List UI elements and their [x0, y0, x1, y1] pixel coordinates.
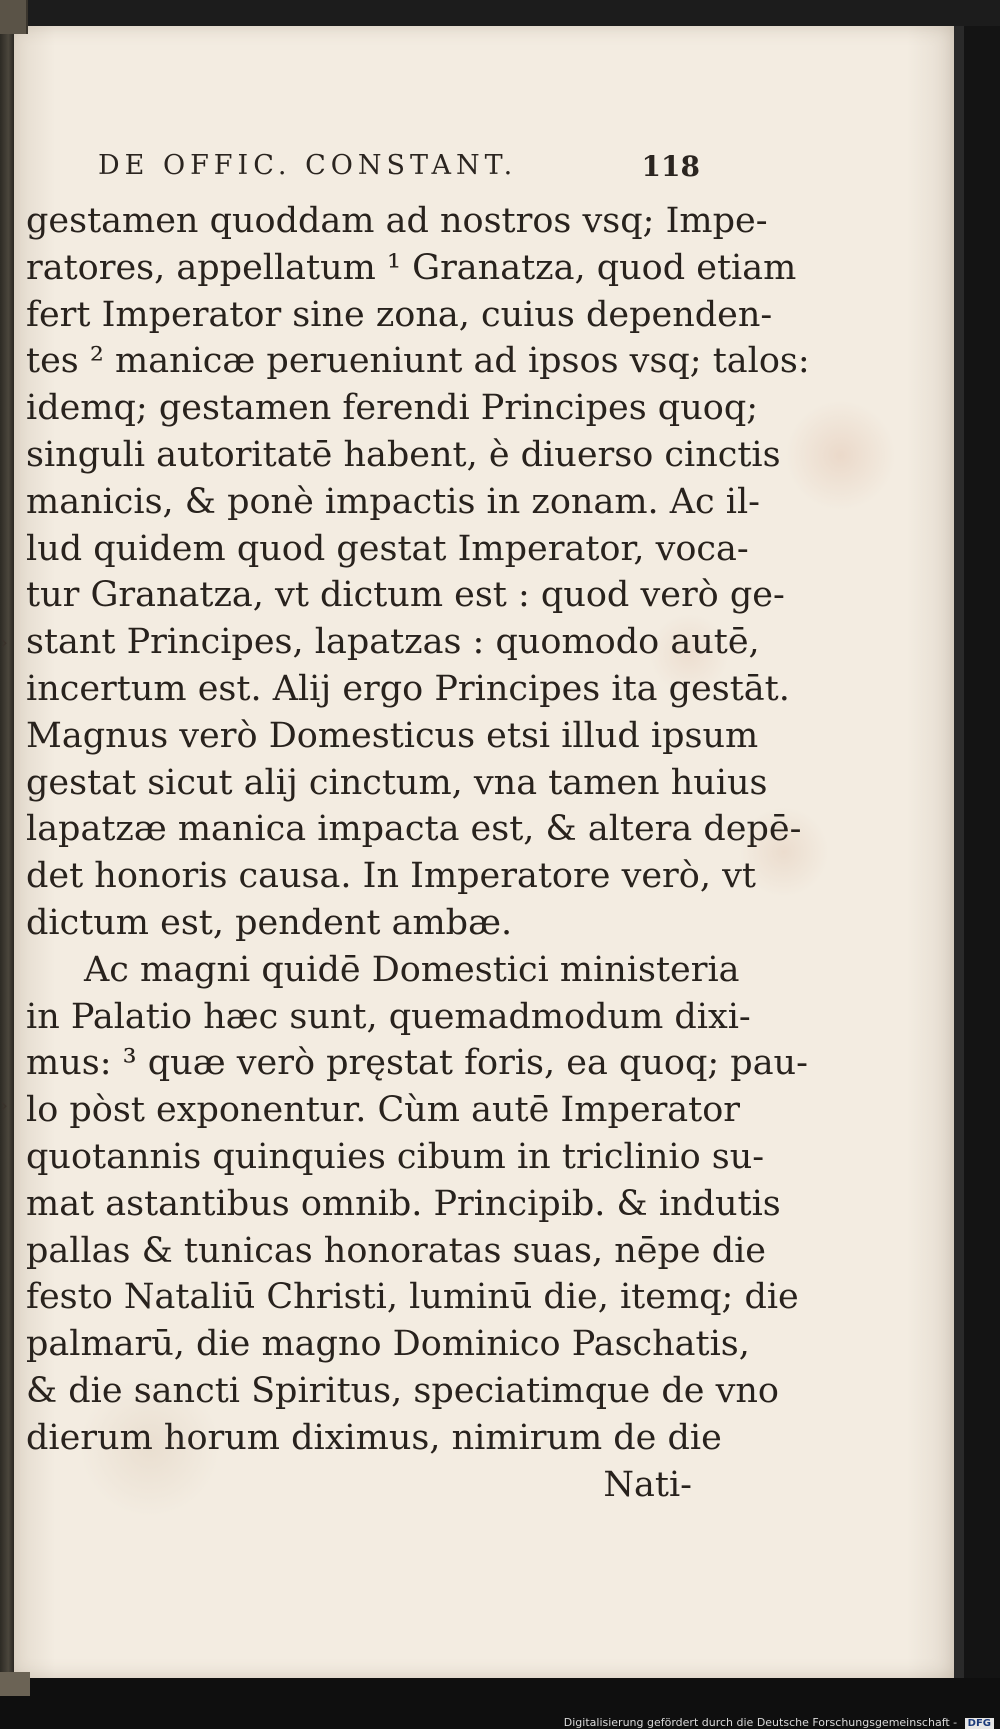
text-line: palmarū, die magno Dominico Paschatis,	[26, 1324, 750, 1365]
text-line: dierum horum diximus, nimirum de die	[26, 1417, 722, 1458]
margin-mark: ›	[0, 1093, 8, 1117]
text-line: pallas & tunicas honoratas suas, nēpe die	[26, 1230, 767, 1271]
text-line: mus: ³ quæ verò pręstat foris, ea quoq; pau-	[26, 1043, 808, 1084]
text-line: mat astantibus omnib. Principib. & indutis	[26, 1183, 781, 1224]
text-line: tes ² manicæ perueniunt ad ipsos vsq; talos:	[26, 341, 810, 382]
text-line: stant Principes, lapatzas : quomodo autē,	[26, 622, 760, 663]
text-line: det honoris causa. In Imperatore verò, vt	[26, 856, 756, 897]
text-line: manicis, & ponè impactis in zonam. Ac il-	[26, 481, 760, 522]
text-line: Ac magni quidē Domestici ministeria	[84, 949, 740, 990]
text-line: in Palatio hæc sunt, quemadmodum dixi-	[26, 996, 751, 1037]
text-line: tur Granatza, vt dictum est : quod verò ge-	[26, 575, 785, 616]
text-line: lapatzæ manica impacta est, & altera depē-	[26, 809, 802, 850]
text-line: festo Nataliū Christi, luminū die, itemq; die	[26, 1277, 799, 1318]
dfg-logo: DFG	[965, 1718, 994, 1729]
page-edge	[954, 26, 964, 1678]
running-head: DE OFFIC. CONSTANT.	[98, 150, 518, 181]
text-line: gestamen quoddam ad nostros vsq; Impe-	[26, 201, 768, 241]
text-line: ratores, appellatum ¹ Granatza, quod etiam	[26, 247, 797, 288]
text-line: Magnus verò Domesticus etsi illud ipsum	[26, 715, 759, 756]
text-line: lud quidem quod gestat Imperator, voca-	[26, 528, 749, 569]
catchword: Nati-	[603, 1464, 692, 1505]
text-line: gestat sicut alij cinctum, vna tamen huius	[26, 762, 768, 803]
margin-mark: ›	[0, 630, 8, 654]
text-line: dictum est, pendent ambæ.	[26, 902, 513, 943]
body-text	[26, 198, 810, 1508]
footer-credit: Digitalisierung gefördert durch die Deutsche Forschungsgemeinschaft -	[563, 1716, 958, 1729]
binding-clip-bottom	[0, 1672, 30, 1696]
scan-top-border	[0, 0, 1000, 26]
text-line: singuli autoritatē habent, è diuerso cinctis	[26, 434, 781, 475]
text-line: & die sancti Spiritus, speciatimque de vno	[26, 1370, 779, 1411]
text-line: incertum est. Alij ergo Principes ita gestāt.	[26, 668, 790, 709]
text-line: lo pòst exponentur. Cùm autē Imperator	[26, 1090, 741, 1131]
binding-spine	[0, 0, 14, 1729]
folio-number: 118	[641, 150, 700, 183]
text-line: fert Imperator sine zona, cuius dependen-	[26, 294, 773, 335]
text-line: quotannis quinquies cibum in triclinio su-	[26, 1136, 765, 1177]
text-line: idemq; gestamen ferendi Principes quoq;	[26, 388, 759, 429]
binding-clip-top	[0, 0, 28, 34]
digitization-footer	[0, 1716, 994, 1729]
